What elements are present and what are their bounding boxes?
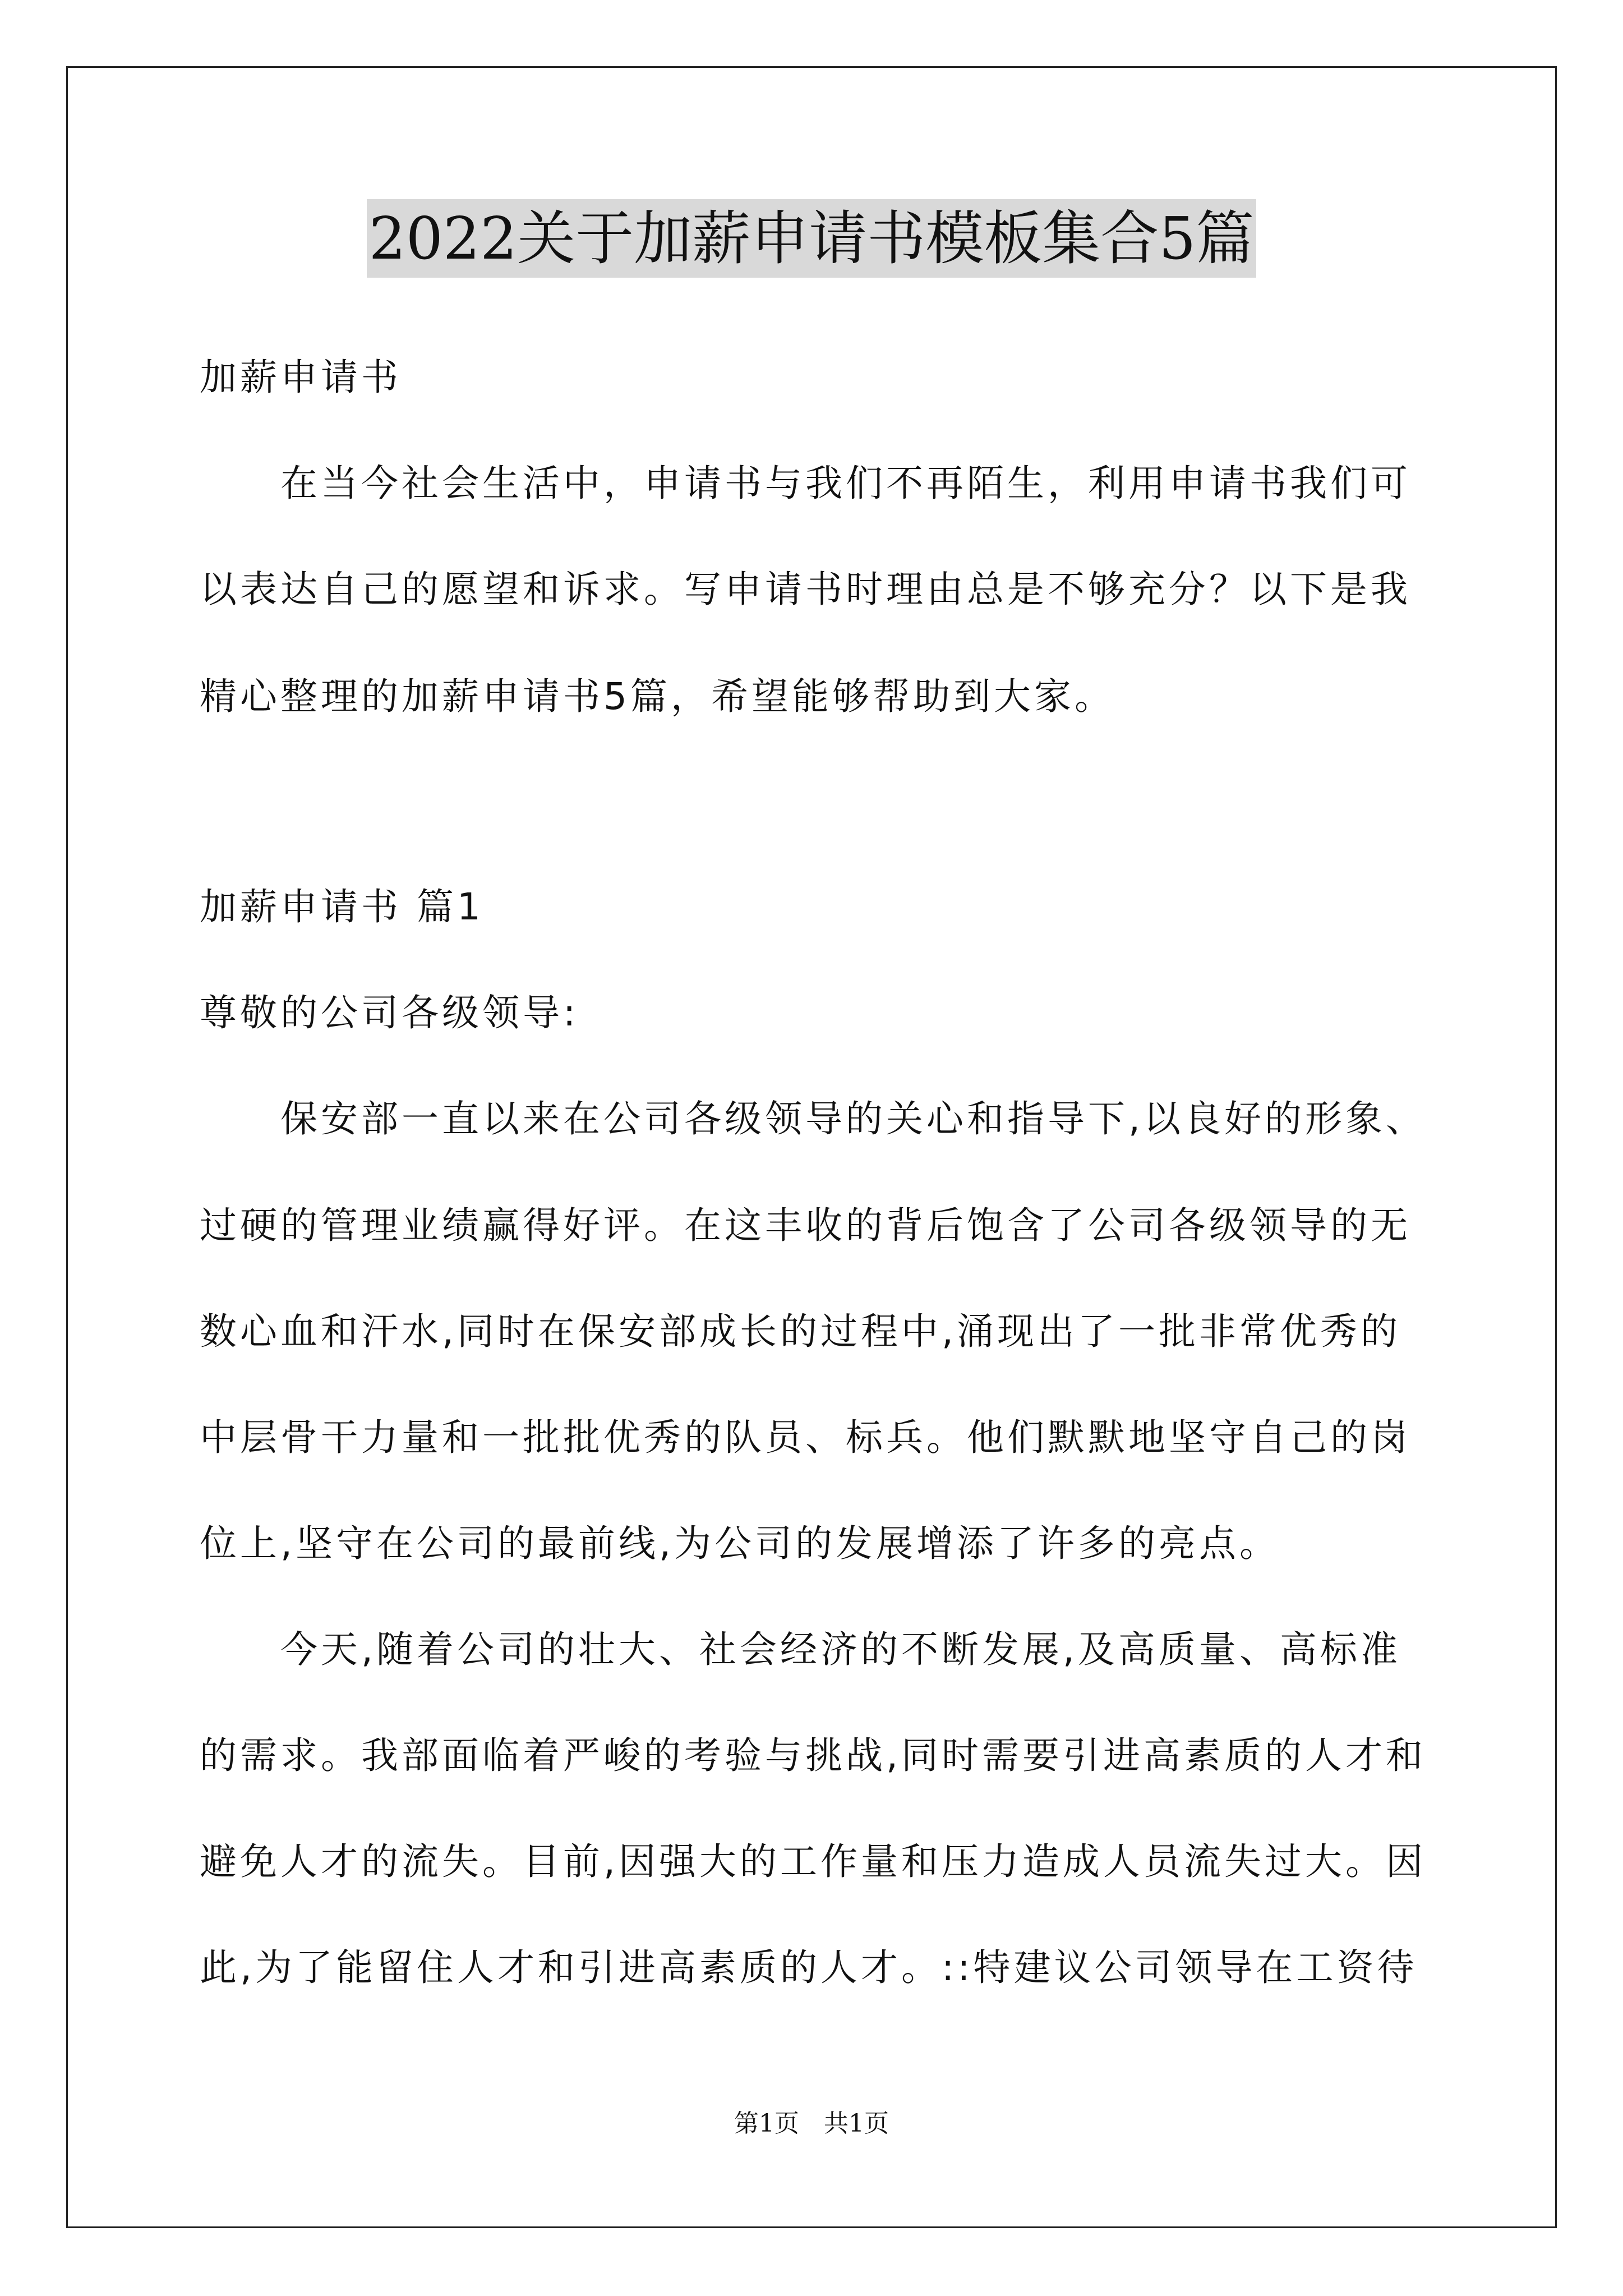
- intro-line-1: 在当今社会生活中，申请书与我们不再陌生，利用申请书我们可: [280, 462, 1411, 505]
- body-line-8: 避免人才的流失。目前,因强大的工作量和压力造成人员流失过大。因: [200, 1840, 1426, 1883]
- document-title: 2022关于加薪申请书模板集合5篇: [367, 199, 1257, 278]
- body-line-2: 过硬的管理业绩赢得好评。在这丰收的背后饱含了公司各级领导的无: [200, 1204, 1411, 1247]
- body-line-3: 数心血和汗水,同时在保安部成长的过程中,涌现出了一批非常优秀的: [200, 1310, 1401, 1353]
- body-line-1: 保安部一直以来在公司各级领导的关心和指导下,以良好的形象、: [280, 1097, 1426, 1140]
- salutation: 尊敬的公司各级领导:: [200, 991, 579, 1034]
- body-line-5: 位上,坚守在公司的最前线,为公司的发展增添了许多的亮点。: [200, 1522, 1280, 1565]
- body-line-7: 的需求。我部面临着严峻的考验与挑战,同时需要引进高素质的人才和: [200, 1734, 1426, 1777]
- intro-line-3: 精心整理的加薪申请书5篇，希望能够帮助到大家。: [200, 675, 1115, 718]
- chapter-heading: 加薪申请书 篇1: [200, 885, 484, 928]
- body-line-9: 此,为了能留住人才和引进高素质的人才。::特建议公司领导在工资待: [200, 1946, 1418, 1989]
- intro-line-2: 以表达自己的愿望和诉求。写申请书时理由总是不够充分？以下是我: [200, 568, 1411, 611]
- body-line-6: 今天,随着公司的壮大、社会经济的不断发展,及高质量、高标准: [280, 1628, 1401, 1671]
- title-wrapper: [0, 199, 1623, 278]
- page-footer: 第1页 共1页: [734, 2109, 889, 2138]
- section-heading: 加薪申请书: [200, 356, 402, 399]
- body-line-4: 中层骨干力量和一批批优秀的队员、标兵。他们默默地坚守自己的岗: [200, 1416, 1411, 1459]
